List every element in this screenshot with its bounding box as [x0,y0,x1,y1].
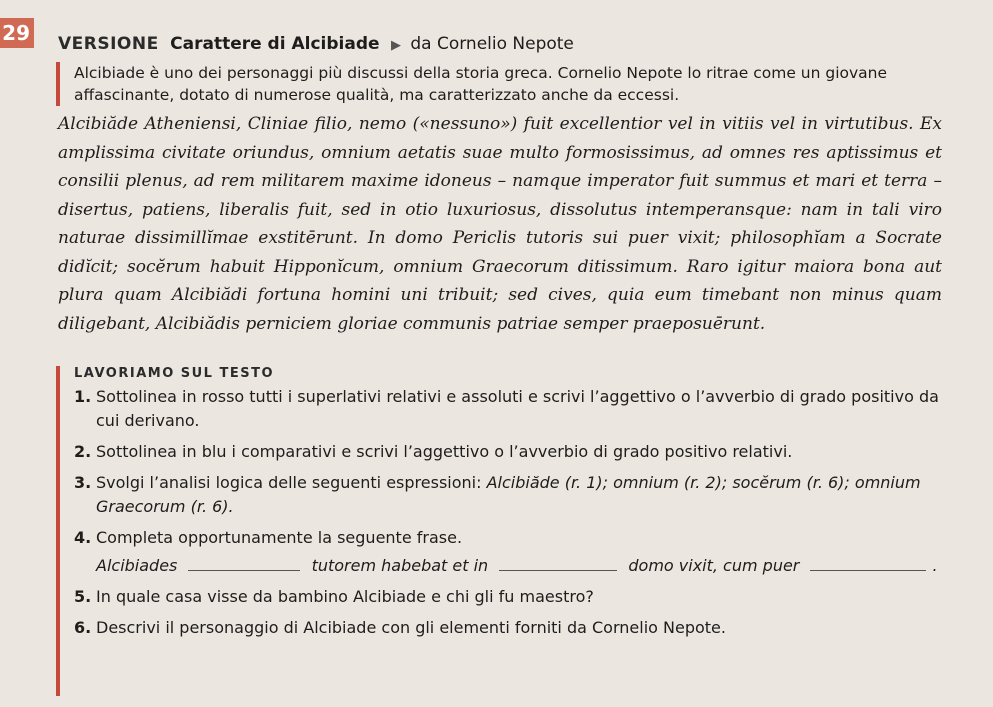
fill-period: . [932,556,938,575]
exercise-number: 3. [74,473,92,492]
exercise-item-4 [74,526,964,578]
exercise-item-1 [74,385,964,433]
fill-blank[interactable] [499,556,617,571]
exercise-item-5 [74,585,964,609]
exercise-expressions: Alcibiăde (r. 1); omnium (r. 2); socĕrum (r. 6); omnium Graecorum (r. 6). [96,473,921,516]
exercise-item-3 [74,471,964,519]
exercise-item-2 [74,440,964,464]
version-header [58,34,574,54]
fill-in-sentence [96,554,964,578]
fill-word: Alcibiades [96,556,178,575]
exercise-text: Sottolinea in rosso tutti i superlativi relativi e assoluti e scrivi l’aggettivo o l’avverbio di grado positivo da cui derivano. [96,387,939,430]
exercise-number: 2. [74,442,92,461]
version-source: da Cornelio Nepote [410,34,574,54]
exercise-list [74,385,964,640]
exercise-number: 5. [74,587,92,606]
latin-passage: Alcibiăde Atheniensi, Cliniae filio, nemo («nessuno») fuit excellentior vel in vitiis vel in virtutibus. Ex amplissima civitate oriundus, omnium aetatis suae multo formosissimus, ad omnes res aptissimus et consilii plenus, ad rem militarem maxime idoneus – namque imperator fuit summus et mari et terra – disertus, patiens, liberalis fuit, sed in otio luxuriosus, dissolutus intemperansque: nam in tali viro naturae dissimillĭmae exstitērunt. In domo Periclis tutoris sui puer vixit; philosophĭam a Socrate didĭcit; socĕrum habuit Hipponĭcum, omnium Graecorum ditissimum. Raro igitur maiora bona aut plura quam Alcibiădi fortuna homini uni tribuit; sed cives, quia eum timebant non minus quam diligebant, Alcibiădis perniciem gloriae communis patriae semper praeposuērunt. [58,114,942,334]
version-tag: VERSIONE [58,34,159,54]
version-title: Carattere di Alcibiade [170,34,380,54]
intro-paragraph: Alcibiade è uno dei personaggi più discussi della storia greca. Cornelio Nepote lo ritrae come un giovane affascinante, dotato di numerose qualità, ma caratterizzato anche da eccessi. [56,62,924,106]
fill-blank[interactable] [188,556,300,571]
exercise-number-badge: 29 [0,18,34,48]
exercise-number: 1. [74,387,92,406]
exercise-text: Svolgi l’analisi logica delle seguenti espressioni: [96,473,482,492]
fill-word: tutorem habebat et in [311,556,489,575]
exercise-item-6 [74,616,964,640]
exercise-number: 4. [74,528,92,547]
exercise-text: Completa opportunamente la seguente frase. [96,528,463,547]
exercise-text: Descrivi il personaggio di Alcibiade con gli elementi forniti da Cornelio Nepote. [96,618,726,637]
fill-word: domo vixit, cum puer [628,556,800,575]
exercises-heading: LAVORIAMO SUL TESTO [74,366,275,381]
exercises-section [56,366,964,696]
fill-blank[interactable] [810,556,926,571]
exercise-number: 6. [74,618,92,637]
exercise-text: Sottolinea in blu i comparativi e scrivi l’aggettivo o l’avverbio di grado positivo relativi. [96,442,793,461]
exercise-text: In quale casa visse da bambino Alcibiade e chi gli fu maestro? [96,587,594,606]
triangle-arrow-icon: ▶ [390,38,401,53]
